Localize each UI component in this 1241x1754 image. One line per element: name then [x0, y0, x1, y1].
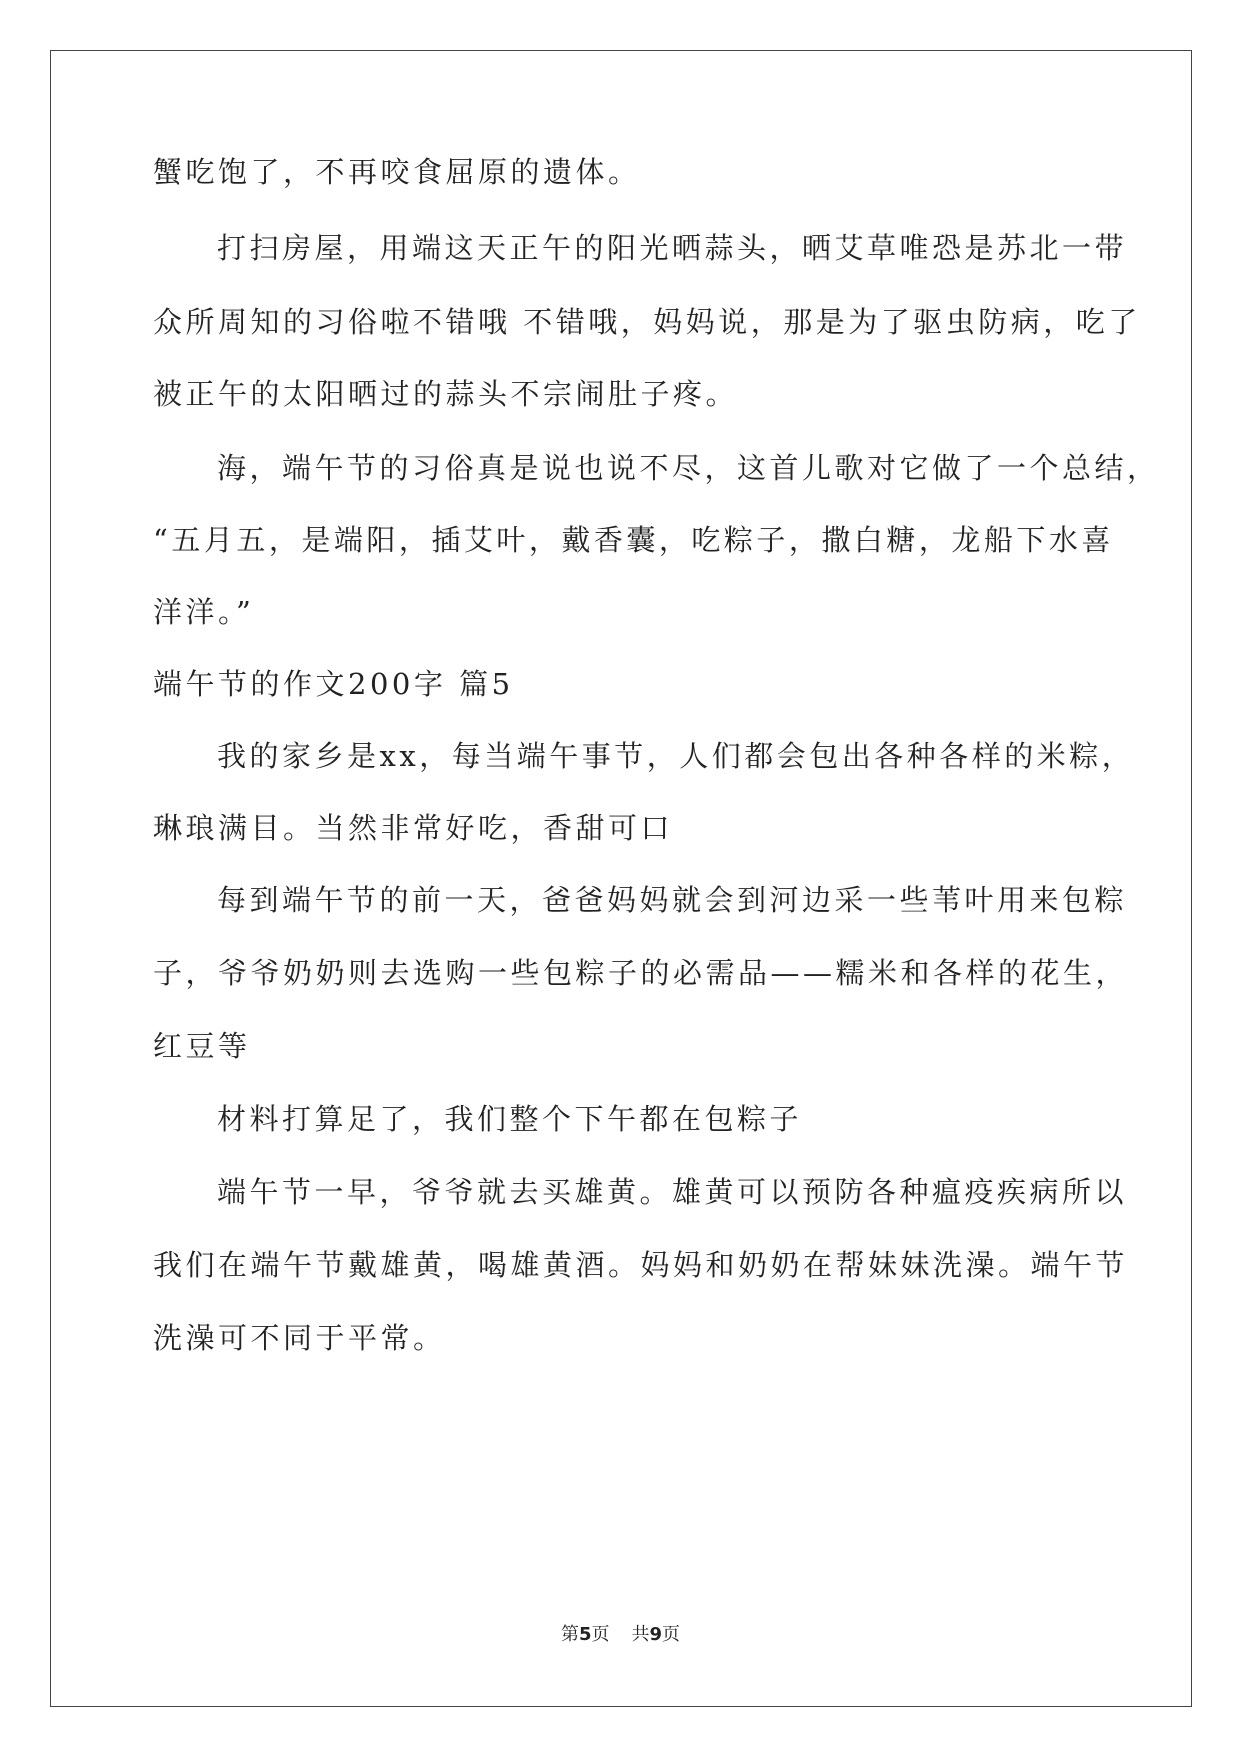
- text-line: 众所周知的习俗啦不错哦 不错哦，妈妈说，那是为了驱虫防病，吃了: [153, 305, 1141, 339]
- text-line: 被正午的太阳晒过的蒜头不宗闹肚子疼。: [153, 377, 739, 411]
- text-line: “五月五，是端阳，插艾叶，戴香囊，吃粽子，撒白糖，龙船下水喜: [153, 523, 1114, 557]
- text-line: 琳琅满目。当然非常好吃，香甜可口: [153, 811, 674, 845]
- section-heading: 端午节的作文200字 篇5: [153, 667, 514, 701]
- paragraph-start-line: 每到端午节的前一天，爸爸妈妈就会到河边采一些苇叶用来包粽: [217, 883, 1128, 917]
- paragraph-start-line: 打扫房屋，用端这天正午的阳光晒蒜头，晒艾草唯恐是苏北一带: [217, 231, 1128, 265]
- text-line: 我们在端午节戴雄黄，喝雄黄酒。妈妈和奶奶在帮妹妹洗澡。端午节: [153, 1248, 1129, 1282]
- total-page-number: 9: [649, 1624, 663, 1645]
- paragraph-start-line: 海，端午节的习俗真是说也说不尽，这首儿歌对它做了一个总结，: [217, 451, 1160, 485]
- text-line: 洋洋。”: [153, 595, 255, 629]
- paragraph-start-line: 材料打算足了，我们整个下午都在包粽子: [217, 1102, 803, 1136]
- text-line: 子，爷爷奶奶则去选购一些包粽子的必需品——糯米和各样的花生，: [153, 956, 1129, 990]
- page-prefix: 第: [560, 1624, 579, 1645]
- current-page-number: 5: [578, 1624, 592, 1645]
- text-line: 红豆等: [153, 1029, 251, 1063]
- text-line: 洗澡可不同于平常。: [153, 1321, 446, 1355]
- paragraph-start-line: 我的家乡是xx，每当端午事节，人们都会包出各种各样的米粽，: [217, 739, 1135, 773]
- total-suffix: 页: [662, 1624, 681, 1645]
- total-prefix: 共: [631, 1624, 650, 1645]
- text-line: 蟹吃饱了，不再咬食屈原的遗体。: [153, 155, 641, 189]
- page-border: [50, 50, 1192, 1707]
- page-suffix: 页: [591, 1624, 610, 1645]
- paragraph-start-line: 端午节一早，爷爷就去买雄黄。雄黄可以预防各种瘟疫疾病所以: [217, 1175, 1128, 1209]
- page-footer: [0, 1623, 1241, 1647]
